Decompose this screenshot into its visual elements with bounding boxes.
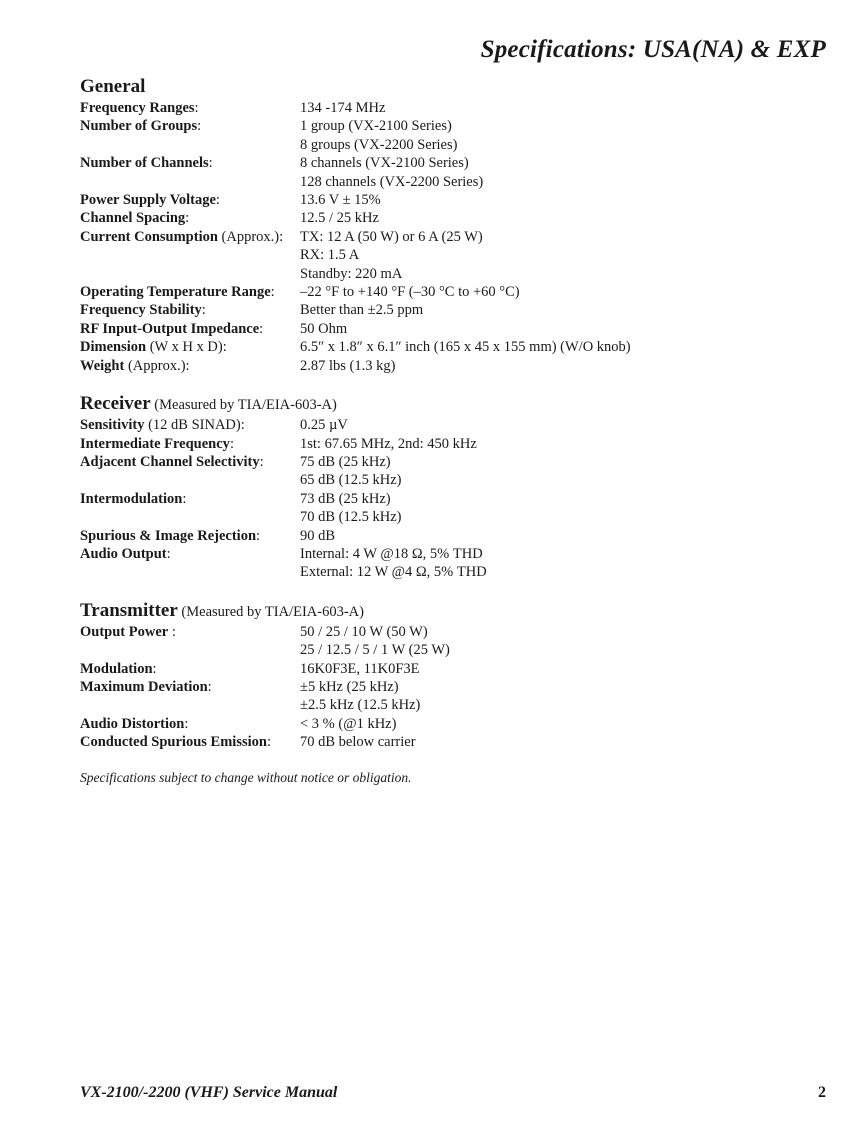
spec-values bbox=[300, 99, 840, 117]
spec-label bbox=[80, 283, 300, 301]
spec-label-colon: : bbox=[168, 623, 176, 640]
spec-label-text: Modulation bbox=[80, 660, 153, 677]
spec-values bbox=[300, 453, 840, 490]
section-heading-text: Receiver bbox=[80, 393, 151, 415]
spec-row bbox=[80, 660, 840, 678]
spec-label bbox=[80, 191, 300, 209]
spec-values bbox=[300, 301, 840, 319]
spec-label-text: Current Consumption bbox=[80, 228, 218, 245]
spec-label bbox=[80, 338, 300, 356]
spec-value: 70 dB below carrier bbox=[300, 734, 416, 751]
spec-label bbox=[80, 99, 300, 117]
spec-value: 90 dB bbox=[300, 527, 336, 544]
spec-row bbox=[80, 435, 840, 453]
spec-label-colon: : bbox=[184, 715, 189, 732]
spec-label bbox=[80, 209, 300, 227]
spec-values bbox=[300, 545, 840, 582]
spec-label-text: Weight bbox=[80, 357, 125, 374]
spec-value: 6.5″ x 1.8″ x 6.1″ inch (165 x 45 x 155 mm) (W/O knob) bbox=[300, 339, 631, 356]
section-heading-text: Transmitter bbox=[80, 599, 178, 621]
spec-label bbox=[80, 527, 300, 545]
spec-label-colon: : bbox=[270, 284, 275, 301]
spec-label-text: Power Supply Voltage bbox=[80, 192, 216, 209]
spec-values bbox=[300, 191, 840, 209]
spec-value: 73 dB (25 kHz) bbox=[300, 490, 391, 507]
spec-row bbox=[80, 733, 840, 751]
spec-row bbox=[80, 99, 840, 117]
spec-value: 12.5 / 25 kHz bbox=[300, 210, 379, 227]
spec-label-text: Audio Distortion bbox=[80, 715, 185, 732]
spec-label-colon: : bbox=[215, 192, 220, 209]
spec-label-colon: : bbox=[185, 357, 190, 374]
section-heading-note: (Measured by TIA/EIA-603-A) bbox=[177, 603, 364, 620]
spec-value: < 3 % (@1 kHz) bbox=[300, 715, 397, 732]
spec-values bbox=[300, 416, 840, 434]
spec-label-colon: : bbox=[259, 320, 264, 337]
spec-value: –22 °F to +140 °F (–30 °C to +60 °C) bbox=[300, 284, 520, 301]
spec-row bbox=[80, 623, 840, 660]
spec-values bbox=[300, 228, 840, 283]
spec-label bbox=[80, 623, 300, 660]
spec-sections bbox=[80, 76, 840, 752]
spec-values bbox=[300, 490, 840, 527]
spec-value: 2.87 lbs (1.3 kg) bbox=[300, 357, 396, 374]
spec-values bbox=[300, 320, 840, 338]
spec-values bbox=[300, 715, 840, 733]
spec-section-general bbox=[80, 76, 840, 375]
spec-label-colon: : bbox=[166, 545, 171, 562]
spec-values bbox=[300, 527, 840, 545]
spec-value: Better than ±2.5 ppm bbox=[300, 302, 424, 319]
page-number: 2 bbox=[818, 1084, 826, 1101]
spec-value: 70 dB (12.5 kHz) bbox=[300, 509, 402, 526]
spec-row bbox=[80, 301, 840, 319]
spec-row bbox=[80, 209, 840, 227]
spec-value: ±2.5 kHz (12.5 kHz) bbox=[300, 697, 421, 714]
spec-values bbox=[300, 154, 840, 191]
spec-row bbox=[80, 527, 840, 545]
spec-label-colon: : bbox=[208, 155, 213, 172]
spec-label-qualifier: (Approx.) bbox=[124, 357, 186, 374]
footer-title: VX-2100/-2200 (VHF) Service Manual bbox=[80, 1084, 338, 1101]
spec-content bbox=[80, 76, 840, 786]
spec-label-colon: : bbox=[194, 100, 199, 116]
spec-label-colon: : bbox=[197, 118, 202, 135]
spec-label bbox=[80, 301, 300, 319]
spec-label-colon: : bbox=[152, 660, 157, 677]
spec-label bbox=[80, 678, 300, 715]
spec-values bbox=[300, 660, 840, 678]
spec-label-text: Spurious & Image Rejection bbox=[80, 527, 257, 544]
spec-label bbox=[80, 416, 300, 434]
section-heading bbox=[80, 76, 840, 99]
spec-row bbox=[80, 117, 840, 154]
spec-value: 134 -174 MHz bbox=[300, 100, 386, 116]
spec-values bbox=[300, 117, 840, 154]
spec-value: RX: 1.5 A bbox=[300, 247, 360, 264]
spec-label bbox=[80, 660, 300, 678]
spec-label-colon: : bbox=[222, 339, 227, 356]
spec-label-text: Channel Spacing bbox=[80, 210, 186, 227]
spec-label-colon: : bbox=[266, 734, 271, 751]
spec-label-colon: : bbox=[259, 453, 264, 470]
spec-value: 8 groups (VX-2200 Series) bbox=[300, 136, 458, 153]
spec-label bbox=[80, 228, 300, 283]
spec-value: 50 / 25 / 10 W (50 W) bbox=[300, 623, 428, 640]
spec-values bbox=[300, 357, 840, 375]
spec-value: Internal: 4 W @18 Ω, 5% THD bbox=[300, 545, 483, 562]
section-heading-text: General bbox=[80, 76, 146, 97]
spec-row bbox=[80, 191, 840, 209]
spec-label-colon: : bbox=[201, 302, 206, 319]
section-heading-note: (Measured by TIA/EIA-603-A) bbox=[150, 397, 337, 414]
spec-label-text: Number of Groups bbox=[80, 118, 198, 135]
spec-label bbox=[80, 545, 300, 582]
spec-label-colon: : bbox=[207, 678, 212, 695]
spec-label-text: Intermodulation bbox=[80, 490, 183, 507]
page-title: Specifications: USA(NA) & EXP bbox=[480, 36, 826, 63]
spec-row bbox=[80, 490, 840, 527]
spec-label bbox=[80, 320, 300, 338]
spec-values bbox=[300, 678, 840, 715]
spec-label-colon: : bbox=[182, 490, 187, 507]
spec-row bbox=[80, 678, 840, 715]
spec-value: 1 group (VX-2100 Series) bbox=[300, 118, 452, 135]
spec-row bbox=[80, 228, 840, 283]
spec-label-colon: : bbox=[229, 435, 234, 452]
spec-row bbox=[80, 715, 840, 733]
spec-label-colon: : bbox=[185, 210, 190, 227]
spec-section-receiver bbox=[80, 393, 840, 582]
spec-values bbox=[300, 435, 840, 453]
spec-row bbox=[80, 416, 840, 434]
spec-value: Standby: 220 mA bbox=[300, 265, 403, 282]
spec-label bbox=[80, 435, 300, 453]
spec-value: 8 channels (VX-2100 Series) bbox=[300, 155, 469, 172]
spec-label-text: Number of Channels bbox=[80, 155, 209, 172]
spec-value: 0.25 µV bbox=[300, 417, 348, 434]
spec-value: 16K0F3E, 11K0F3E bbox=[300, 660, 420, 677]
spec-label bbox=[80, 453, 300, 490]
spec-label-colon: : bbox=[279, 228, 284, 245]
spec-label-text: Frequency Stability bbox=[80, 302, 202, 319]
spec-label-qualifier: (W x H x D) bbox=[146, 339, 223, 356]
spec-label-text: Dimension bbox=[80, 339, 147, 356]
spec-label-text: Operating Temperature Range bbox=[80, 284, 271, 301]
spec-value: 13.6 V ± 15% bbox=[300, 192, 381, 209]
spec-value: TX: 12 A (50 W) or 6 A (25 W) bbox=[300, 228, 483, 245]
spec-value: 128 channels (VX-2200 Series) bbox=[300, 173, 484, 190]
spec-label-text: Intermediate Frequency bbox=[80, 435, 230, 452]
spec-row bbox=[80, 320, 840, 338]
spec-label bbox=[80, 715, 300, 733]
spec-label-text: Frequency Ranges bbox=[80, 100, 195, 116]
spec-label bbox=[80, 154, 300, 191]
spec-label-text: Audio Output bbox=[80, 545, 167, 562]
spec-label bbox=[80, 733, 300, 751]
spec-label-text: Sensitivity bbox=[80, 417, 145, 434]
spec-values bbox=[300, 338, 840, 356]
spec-label-qualifier: (12 dB SINAD) bbox=[144, 417, 241, 434]
spec-values bbox=[300, 733, 840, 751]
spec-values bbox=[300, 283, 840, 301]
spec-values bbox=[300, 209, 840, 227]
spec-label-text: Adjacent Channel Selectivity bbox=[80, 453, 260, 470]
spec-values bbox=[300, 623, 840, 660]
spec-label-text: RF Input-Output Impedance bbox=[80, 320, 260, 337]
spec-label bbox=[80, 357, 300, 375]
spec-row bbox=[80, 545, 840, 582]
spec-label bbox=[80, 490, 300, 527]
spec-row bbox=[80, 453, 840, 490]
spec-value: External: 12 W @4 Ω, 5% THD bbox=[300, 564, 487, 581]
spec-row bbox=[80, 338, 840, 356]
spec-label-text: Maximum Deviation bbox=[80, 678, 208, 695]
section-heading bbox=[80, 393, 840, 416]
section-heading bbox=[80, 600, 840, 623]
spec-label-colon: : bbox=[256, 527, 261, 544]
spec-label-colon: : bbox=[240, 417, 245, 434]
spec-value: 1st: 67.65 MHz, 2nd: 450 kHz bbox=[300, 435, 477, 452]
spec-section-transmitter bbox=[80, 600, 840, 752]
spec-row bbox=[80, 357, 840, 375]
spec-value: ±5 kHz (25 kHz) bbox=[300, 678, 399, 695]
spec-label bbox=[80, 117, 300, 154]
spec-row bbox=[80, 283, 840, 301]
spec-value: 25 / 12.5 / 5 / 1 W (25 W) bbox=[300, 642, 450, 659]
spec-row bbox=[80, 154, 840, 191]
spec-value: 50 Ohm bbox=[300, 320, 348, 337]
disclaimer: Specifications subject to change without notice or obligation. bbox=[80, 769, 412, 785]
spec-label-text: Conducted Spurious Emission bbox=[80, 734, 267, 751]
spec-value: 75 dB (25 kHz) bbox=[300, 453, 391, 470]
spec-value: 65 dB (12.5 kHz) bbox=[300, 472, 402, 489]
spec-label-qualifier: (Approx.) bbox=[217, 228, 280, 245]
spec-label-text: Output Power bbox=[80, 623, 169, 640]
